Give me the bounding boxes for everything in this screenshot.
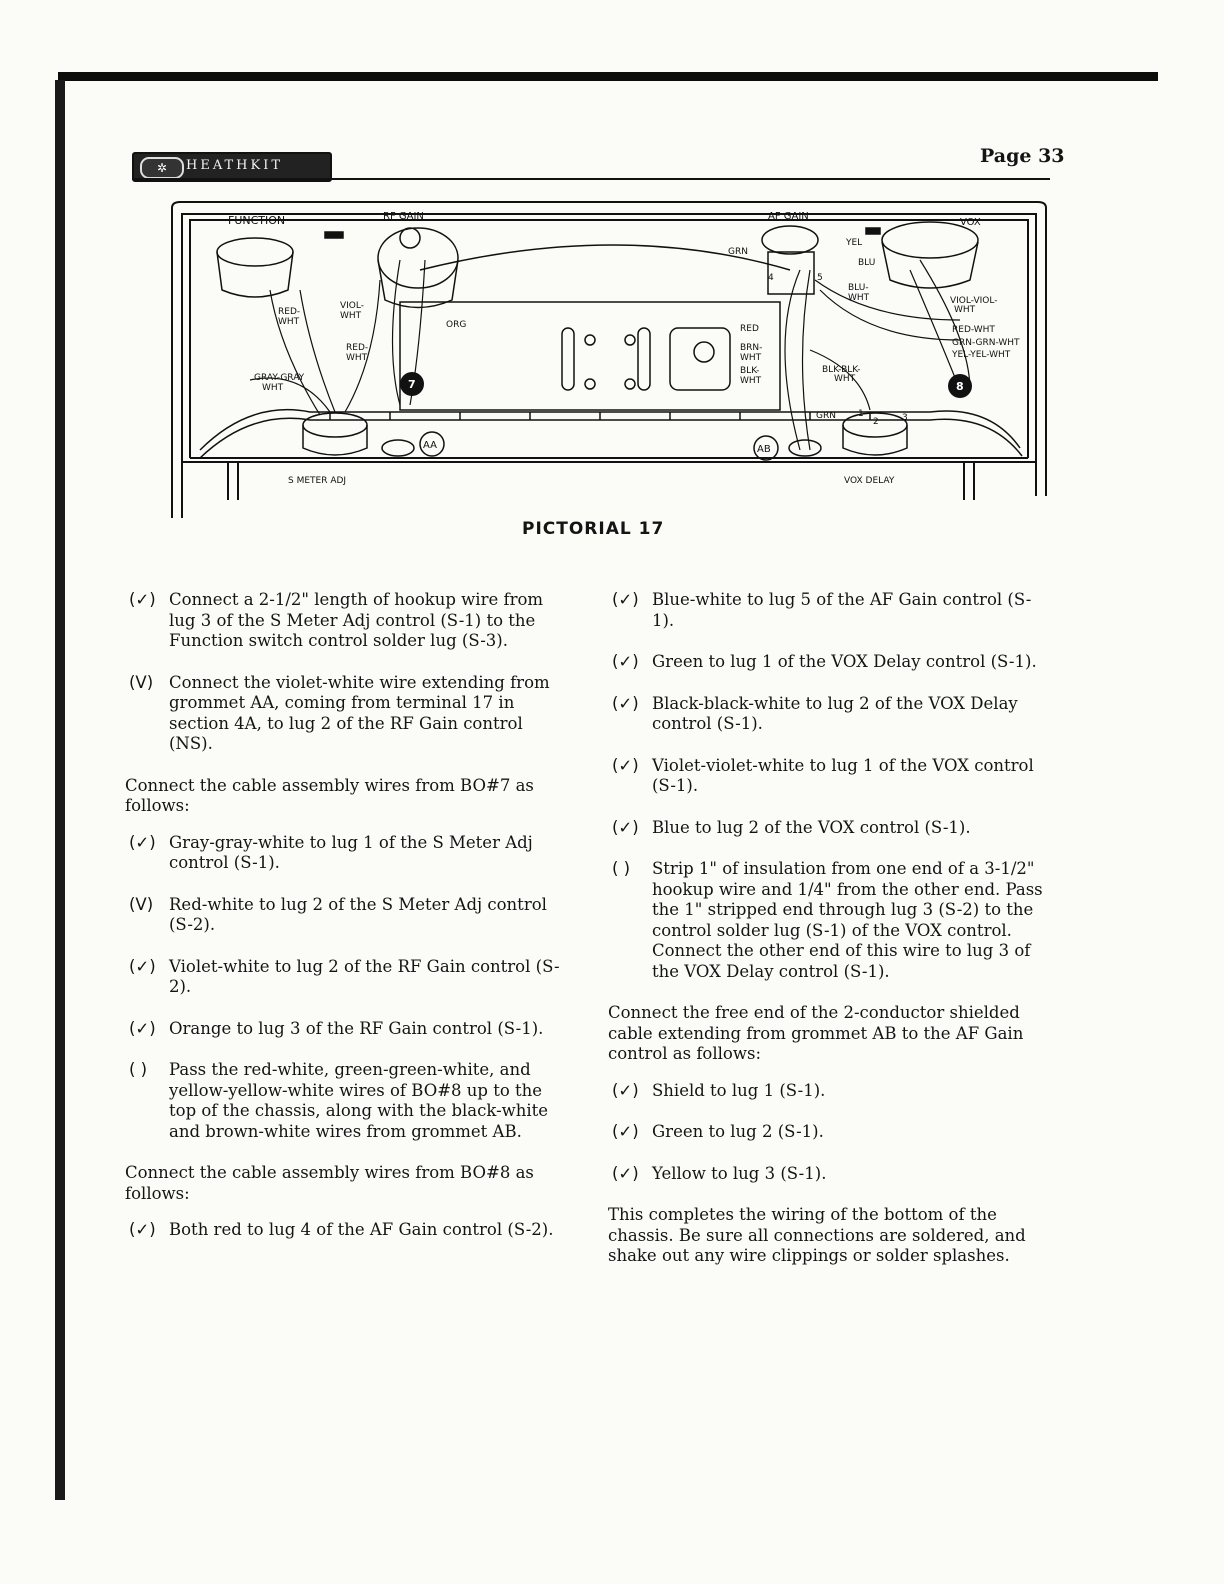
step-checkbox[interactable]: (✓) bbox=[612, 1080, 639, 1100]
instruction-paragraph: Connect the cable assembly wires from BO#7 as follows: bbox=[125, 775, 534, 815]
label-grn: GRN bbox=[728, 247, 748, 257]
step-text: Yellow to lug 3 (S-1). bbox=[652, 1163, 827, 1183]
instruction-step bbox=[608, 1122, 1048, 1143]
center-panel bbox=[400, 302, 780, 410]
label-gray-gray-wht: GRAY-GRAY WHT bbox=[254, 373, 305, 393]
rf-gain-control bbox=[378, 228, 458, 308]
label-red-wht-right: RED-WHT bbox=[952, 325, 995, 335]
instruction-paragraph: Connect the free end of the 2-conductor shielded cable extending from grommet AB to the AF Gain control as follows: bbox=[608, 1003, 1024, 1063]
step-text: Red-white to lug 2 of the S Meter Adj control (S-2). bbox=[169, 894, 547, 934]
label-grn-grn-wht: GRN-GRN-WHT bbox=[952, 338, 1020, 348]
instruction-step bbox=[608, 694, 1048, 735]
marker-aa: AA bbox=[423, 440, 437, 451]
label-function: FUNCTION bbox=[228, 214, 286, 227]
step-checkbox[interactable]: (✓) bbox=[129, 1018, 156, 1038]
step-checkbox[interactable]: (✓) bbox=[612, 590, 639, 609]
instruction-paragraph: Connect the cable assembly wires from BO#8 as follows: bbox=[125, 1163, 534, 1203]
af-gain-control bbox=[762, 226, 818, 294]
step-text: Green to lug 1 of the VOX Delay control (S-1). bbox=[652, 652, 1037, 671]
label-org: ORG bbox=[446, 320, 467, 330]
label-grn-bottom: GRN bbox=[816, 411, 836, 421]
label-s-meter-adj: S METER ADJ bbox=[288, 476, 347, 486]
instruction-step bbox=[125, 957, 565, 998]
label-af-gain: AF GAIN bbox=[768, 211, 809, 222]
instruction-step bbox=[608, 1164, 1048, 1185]
instruction-step bbox=[125, 1060, 565, 1142]
label-viol-wht: VIOL-WHT bbox=[340, 301, 364, 321]
label-brn-wht: BRN-WHT bbox=[740, 343, 763, 363]
label-blk-wht: BLK-WHT bbox=[740, 366, 762, 386]
scan-edge bbox=[55, 80, 65, 1500]
top-border bbox=[58, 72, 1158, 81]
step-text: Violet-violet-white to lug 1 of the VOX control (S-1). bbox=[652, 755, 1034, 795]
right-column bbox=[608, 590, 1048, 1283]
page-number: Page 33 bbox=[980, 145, 1065, 167]
function-switch bbox=[217, 232, 343, 297]
step-checkbox[interactable]: (✓) bbox=[612, 1122, 639, 1141]
step-text: Green to lug 2 (S-1). bbox=[652, 1122, 824, 1141]
left-column bbox=[125, 590, 565, 1262]
figure-caption: PICTORIAL 17 bbox=[522, 519, 665, 539]
lug-label: 2 bbox=[873, 417, 879, 427]
step-text: Connect a 2-1/2" length of hookup wire from lug 3 of the S Meter Adj control (S-1) to the Function switch control solder lug (S-3). bbox=[169, 590, 544, 650]
lug-label: 4 bbox=[768, 273, 774, 283]
step-checkbox[interactable]: ( ) bbox=[612, 859, 631, 878]
step-text: Orange to lug 3 of the RF Gain control (S-1). bbox=[169, 1018, 544, 1038]
instruction-step bbox=[608, 652, 1048, 673]
lug-label: 5 bbox=[817, 273, 823, 283]
step-checkbox[interactable]: (✓) bbox=[612, 652, 639, 671]
step-text: Blue to lug 2 of the VOX control (S-1). bbox=[652, 817, 971, 837]
instruction-step bbox=[608, 818, 1048, 839]
lug-label: 1 bbox=[858, 409, 864, 419]
step-checkbox[interactable]: (✓) bbox=[612, 1163, 639, 1183]
step-text: Gray-gray-white to lug 1 of the S Meter Adj control (S-1). bbox=[169, 832, 533, 872]
instruction-step bbox=[125, 1220, 565, 1241]
label-blk-blk-wht: BLK-BLK-WHT bbox=[822, 365, 861, 384]
chassis-outline bbox=[172, 202, 1046, 518]
logo-text: HEATHKIT bbox=[186, 158, 284, 173]
marker-8: 8 bbox=[956, 380, 964, 393]
vox-control bbox=[866, 222, 978, 288]
instruction-step bbox=[125, 590, 565, 652]
step-text: Blue-white to lug 5 of the AF Gain control (S-1). bbox=[652, 590, 1032, 630]
instruction-paragraph: This completes the wiring of the bottom of the chassis. Be sure all connections are soldered, and shake out any wire clippings or solder splashes. bbox=[608, 1205, 1026, 1265]
instruction-step bbox=[125, 673, 565, 755]
header-rule bbox=[132, 178, 1050, 180]
logo-emblem-icon: ✲ bbox=[140, 157, 184, 179]
label-red: RED bbox=[740, 324, 759, 334]
step-text: Black-black-white to lug 2 of the VOX Delay control (S-1). bbox=[652, 693, 1018, 733]
step-checkbox[interactable]: (✓) bbox=[612, 693, 639, 713]
label-vox: VOX bbox=[960, 217, 981, 228]
instruction-step bbox=[608, 1081, 1048, 1102]
step-text: Pass the red-white, green-green-white, and yellow-yellow-white wires of BO#8 up to the top of the chassis, along with the black-white and brown-white wires from grommet AB. bbox=[169, 1060, 549, 1141]
label-viol-viol-wht: VIOL-VIOL-WHT bbox=[950, 296, 998, 315]
step-checkbox[interactable]: (V) bbox=[129, 672, 154, 692]
instruction-step bbox=[608, 590, 1048, 631]
step-checkbox[interactable]: ( ) bbox=[129, 1060, 148, 1079]
label-vox-delay: VOX DELAY bbox=[844, 476, 895, 486]
step-text: Shield to lug 1 (S-1). bbox=[652, 1080, 826, 1100]
wiring-diagram-svg bbox=[170, 200, 1050, 518]
label-yel-yel-wht: YEL-YEL-WHT bbox=[952, 350, 1011, 360]
step-checkbox[interactable]: (✓) bbox=[129, 1220, 156, 1239]
step-checkbox[interactable]: (V) bbox=[129, 894, 154, 914]
step-checkbox[interactable]: (✓) bbox=[612, 817, 639, 837]
lug-label: 3 bbox=[902, 413, 908, 423]
step-checkbox[interactable]: (✓) bbox=[129, 590, 156, 609]
instruction-step bbox=[608, 756, 1048, 797]
label-blu-wht: BLU-WHT bbox=[848, 283, 870, 303]
grommet-aa-icon bbox=[382, 440, 414, 456]
label-red-wht-2: RED-WHT bbox=[346, 343, 369, 363]
instruction-step bbox=[608, 859, 1048, 982]
step-text: Connect the violet-white wire extending from grommet AA, coming from terminal 17 in section 4A, to lug 2 of the RF Gain control (NS). bbox=[169, 672, 550, 753]
step-text: Violet-white to lug 2 of the RF Gain control (S-2). bbox=[169, 956, 560, 996]
step-text: Both red to lug 4 of the AF Gain control (S-2). bbox=[169, 1220, 554, 1239]
grommet-ab-icon bbox=[789, 440, 821, 456]
step-checkbox[interactable]: (✓) bbox=[129, 956, 156, 976]
step-checkbox[interactable]: (✓) bbox=[129, 832, 156, 852]
step-checkbox[interactable]: (✓) bbox=[612, 755, 639, 775]
instruction-step bbox=[125, 1019, 565, 1040]
instruction-step bbox=[125, 833, 565, 874]
marker-7: 7 bbox=[408, 378, 416, 391]
label-rf-gain: RF GAIN bbox=[383, 211, 424, 222]
label-red-wht-1: RED-WHT bbox=[278, 307, 301, 327]
label-yel: YEL bbox=[846, 238, 863, 248]
marker-ab: AB bbox=[757, 444, 771, 455]
step-text: Strip 1" of insulation from one end of a 3-1/2" hookup wire and 1/4" from the other end. Pass the 1" stripped end through lug 3 (S-2) to the control solder lug (S-1) of the VOX control. Connect the other end of this wire to lug 3 of the VOX Delay control (S-1). bbox=[652, 859, 1043, 981]
pictorial-diagram bbox=[170, 200, 1050, 518]
instruction-step bbox=[125, 895, 565, 936]
label-blu: BLU bbox=[858, 258, 876, 268]
